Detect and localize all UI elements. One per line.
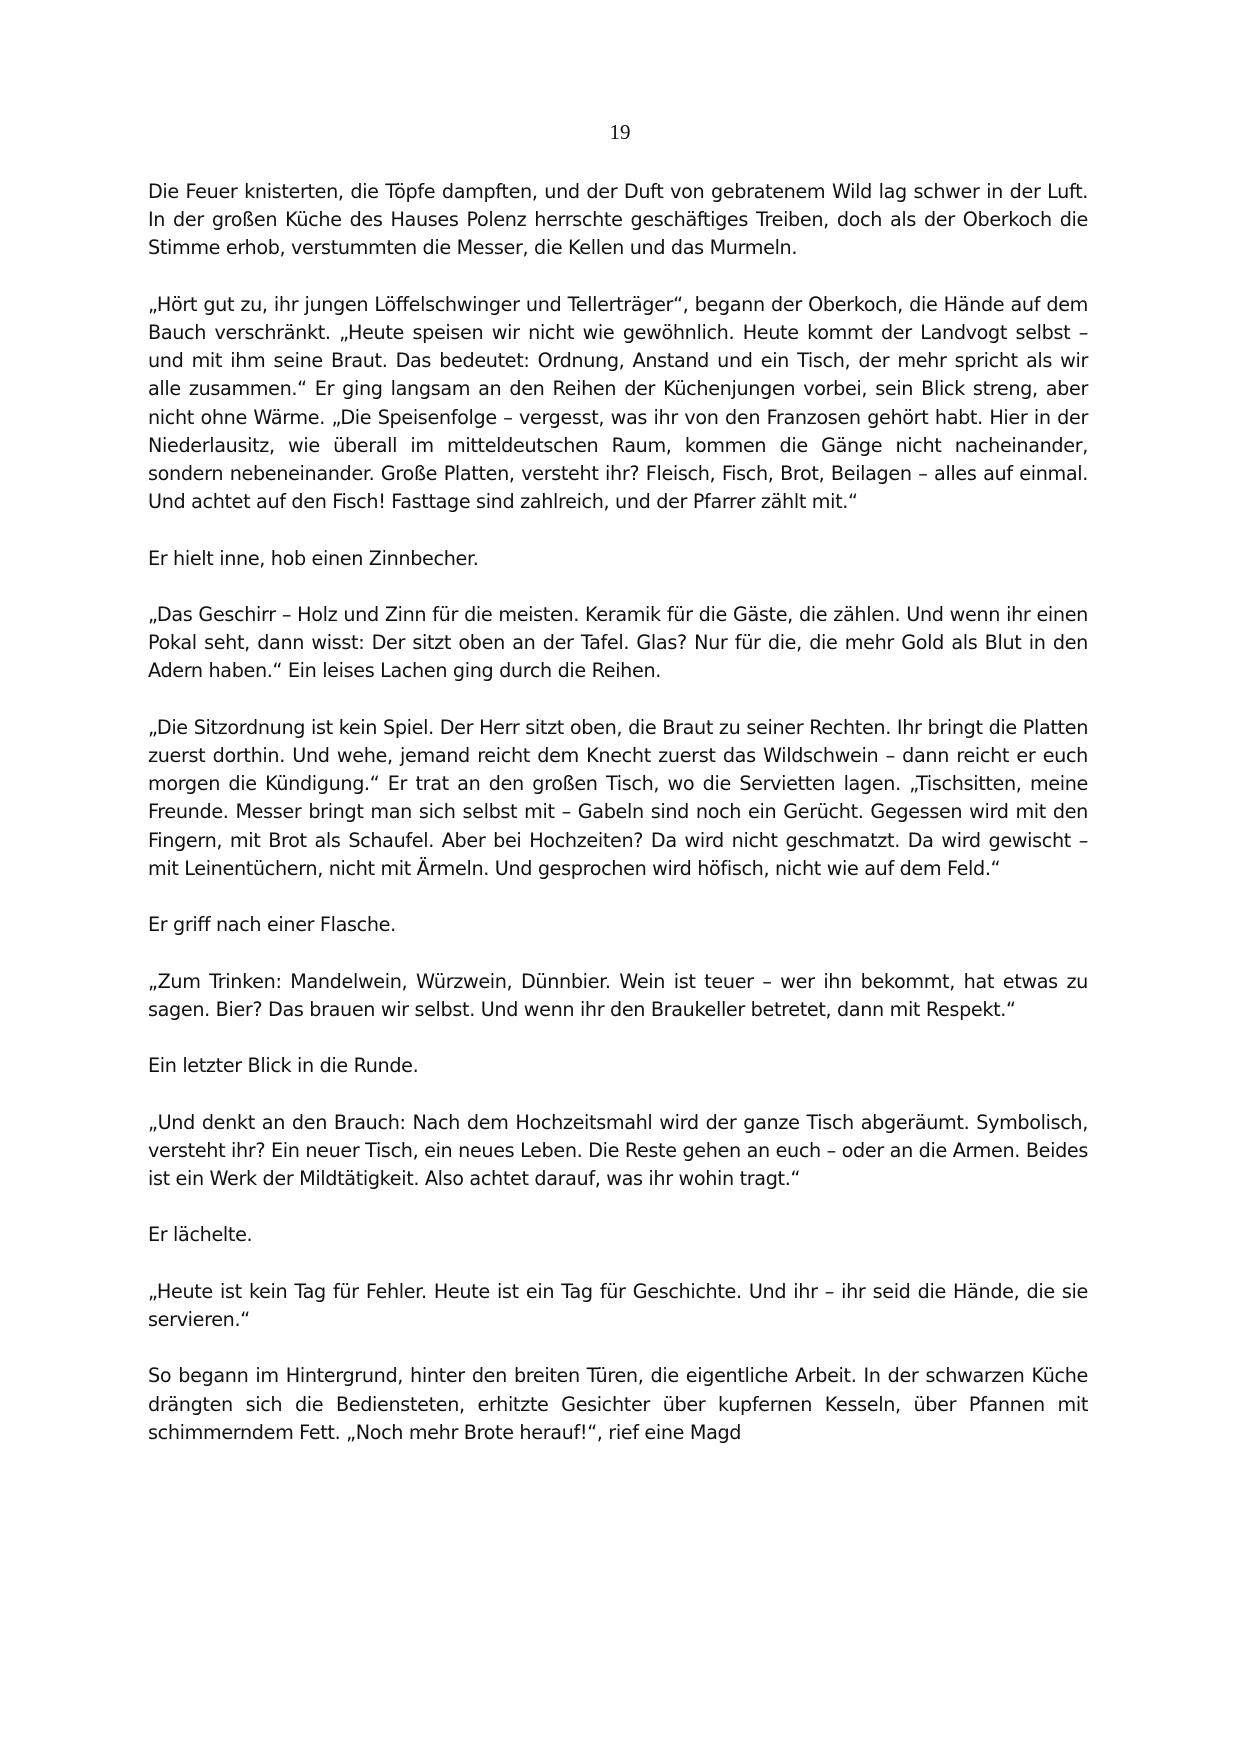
paragraph-letzter-blick: Ein letzter Blick in die Runde. [148,1054,419,1078]
paragraph-oberkoch-speech: „Hört gut zu, ihr jungen Löffelschwinger und Tellerträger“, begann der Oberkoch, die Hände auf dem Bauch verschränkt. „Heute speisen wir nicht wie gewöhnlich. Heute kommt der Landvogt selbst – und mit ihm seine Braut. Das bedeutet: Ordnung, Anstand und ein Tisch, der mehr spricht als wir alle zusammen.“ Er ging langsam an den Reihen der Küchenjungen vorbei, sein Blick streng, aber nicht ohne Wärme. „Die Speisenfolge – vergesst, was ihr von den Franzosen gehört habt. Hier in der Niederlausitz, wie überall im mitteldeutschen Raum, kommen die Gänge nicht nacheinander, sondern nebeneinander. Große Platten, versteht ihr? Fleisch, Fisch, Brot, Beilagen – alles auf einmal. Und achtet auf den Fisch! Fasttage sind zahlreich, und der Pfarrer zählt mit.“ [148,292,1088,514]
paragraph-laechelte: Er lächelte. [148,1223,253,1247]
paragraph-zinnbecher: Er hielt inne, hob einen Zinnbecher. [148,546,479,570]
paragraph-geschichte: „Heute ist kein Tag für Fehler. Heute ist ein Tag für Geschichte. Und ihr – ihr seid die Hände, die sie servieren.“ [148,1279,1088,1331]
paragraph-brauch: „Und denkt an den Brauch: Nach dem Hochzeitsmahl wird der ganze Tisch abgeräumt. Symbolisch, versteht ihr? Ein neuer Tisch, ein neues Leben. Die Reste gehen an euch – oder an die Armen. Beides ist ein Werk der Mildtätigkeit. Also achtet darauf, was ihr wohin tragt.“ [148,1110,1088,1190]
paragraph-trinken: „Zum Trinken: Mandelwein, Würzwein, Dünnbier. Wein ist teuer – wer ihn bekommt, hat etwas zu sagen. Bier? Das brauen wir selbst. Und wenn ihr den Braukeller betretet, dann mit Respekt.“ [148,969,1088,1021]
paragraph-geschirr: „Das Geschirr – Holz und Zinn für die meisten. Keramik für die Gäste, die zählen. Und wenn ihr einen Pokal seht, dann wisst: Der sitzt oben an der Tafel. Glas? Nur für die, die mehr Gold als Blut in den Adern haben.“ Ein leises Lachen ging durch die Reihen. [148,603,1088,683]
paragraph-arbeit: So begann im Hintergrund, hinter den breiten Türen, die eigentliche Arbeit. In der schwarzen Küche drängten sich die Bediensteten, erhitzte Gesichter über kupfernen Kesseln, über Pfannen mit schimmerndem Fett. „Noch mehr Brote herauf!“, rief eine Magd [148,1364,1088,1444]
document-body [148,178,1088,1475]
paragraph-flasche: Er griff nach einer Flasche. [148,913,396,937]
paragraph-opening: Die Feuer knisterten, die Töpfe dampften, und der Duft von gebratenem Wild lag schwer in der Luft. In der großen Küche des Hauses Polenz herrschte geschäftiges Treiben, doch als der Oberkoch die Stimme erhob, verstummten die Messer, die Kellen und das Murmeln. [148,180,1088,260]
paragraph-sitzordnung: „Die Sitzordnung ist kein Spiel. Der Herr sitzt oben, die Braut zu seiner Rechten. Ihr bringt die Platten zuerst dorthin. Und wehe, jemand reicht dem Knecht zuerst das Wildschwein – dann reicht er euch morgen die Kündigung.“ Er trat an den großen Tisch, wo die Servietten lagen. „Tischsitten, meine Freunde. Messer bringt man sich selbst mit – Gabeln sind noch ein Gerücht. Gegessen wird mit den Fingern, mit Brot als Schaufel. Aber bei Hochzeiten? Da wird nicht geschmatzt. Da wird gewischt – mit Leinentüchern, nicht mit Ärmeln. Und gesprochen wird höfisch, nicht wie auf dem Feld.“ [148,715,1088,880]
page-number: 19 [609,120,631,144]
